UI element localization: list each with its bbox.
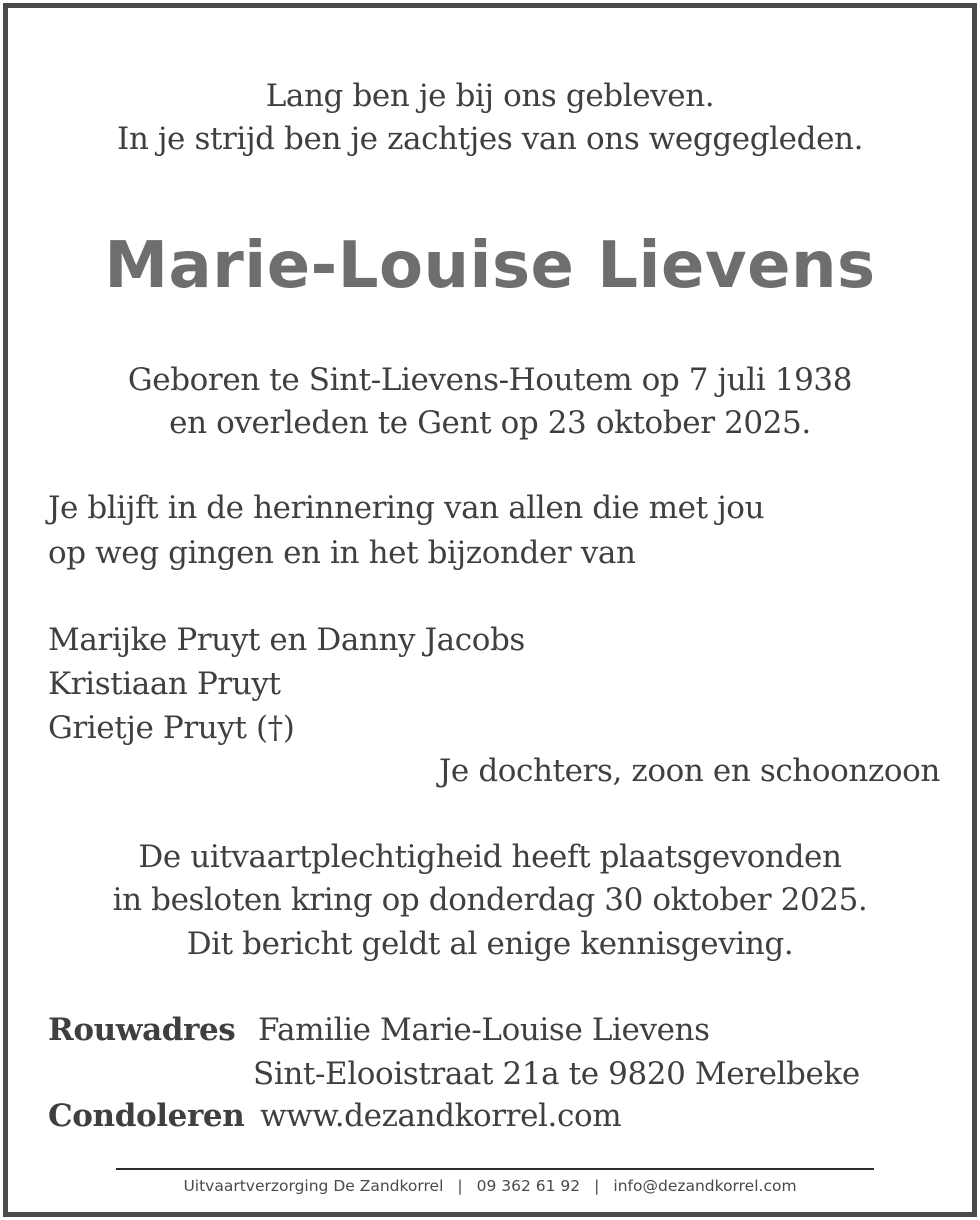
family-member: Kristiaan Pruyt bbox=[48, 666, 281, 702]
death-line: en overleden te Gent op 23 oktober 2025. bbox=[169, 405, 811, 441]
footer-divider bbox=[116, 1168, 874, 1170]
deceased-name: Marie-Louise Lievens bbox=[104, 229, 876, 303]
footer-company: Uitvaartverzorging De Zandkorrel bbox=[183, 1177, 444, 1195]
family-member: Marijke Pruyt en Danny Jacobs bbox=[48, 622, 525, 658]
footer-separator: | bbox=[457, 1177, 463, 1195]
condolence-link[interactable]: www.dezandkorrel.com bbox=[260, 1098, 622, 1134]
birth-line: Geboren te Sint-Lievens-Houtem op 7 juli 1938 bbox=[127, 362, 853, 398]
family-member: Grietje Pruyt (†) bbox=[48, 710, 295, 746]
family-relation: Je dochters, zoon en schoonzoon bbox=[438, 753, 940, 789]
ceremony-line-2: in besloten kring op donderdag 30 oktober 2025. bbox=[112, 882, 868, 918]
memory-line-1: Je blijft in de herinnering van allen die met jou bbox=[48, 490, 765, 526]
ceremony-line-3: Dit bericht geldt al enige kennisgeving. bbox=[186, 926, 794, 962]
ceremony-line-1: De uitvaartplechtigheid heeft plaatsgevonden bbox=[138, 839, 842, 875]
poem-line-2: In je strijd ben je zachtjes van ons weggegleden. bbox=[116, 121, 864, 157]
address-label: Rouwadres bbox=[48, 1012, 236, 1048]
footer-separator: | bbox=[594, 1177, 600, 1195]
condolence-label: Condoleren bbox=[48, 1098, 245, 1134]
memory-line-2: op weg gingen en in het bijzonder van bbox=[48, 535, 636, 571]
footer-email[interactable]: info@dezandkorrel.com bbox=[613, 1177, 797, 1195]
obituary-card bbox=[3, 3, 977, 1217]
address-line-1: Familie Marie-Louise Lievens bbox=[258, 1012, 710, 1048]
poem-line-1: Lang ben je bij ons gebleven. bbox=[265, 78, 715, 114]
footer-phone: 09 362 61 92 bbox=[476, 1177, 581, 1195]
footer bbox=[8, 1177, 972, 1195]
address-line-2: Sint-Elooistraat 21a te 9820 Merelbeke bbox=[253, 1056, 860, 1092]
